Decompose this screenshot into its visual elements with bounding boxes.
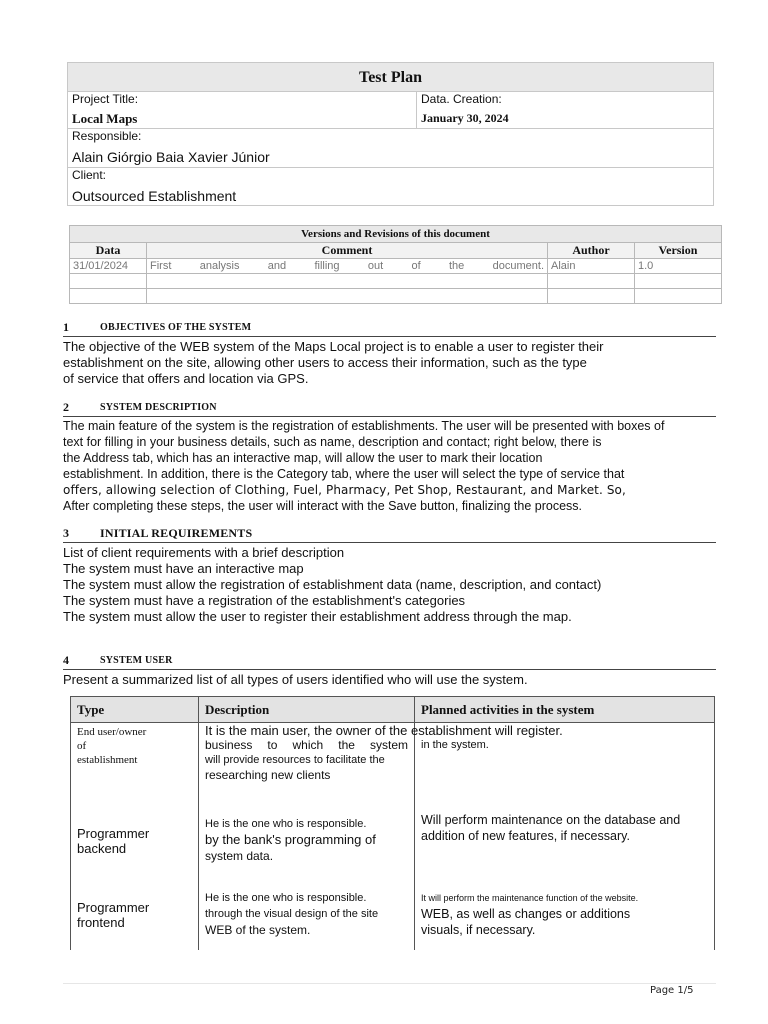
text-line: establishment. In addition, there is the Category tab, where the user will select the type of service that	[63, 467, 625, 481]
section-title: SYSTEM USER	[100, 655, 173, 666]
section-number: 1	[63, 320, 69, 334]
section-heading-system-user	[63, 653, 716, 670]
empty-cell	[548, 274, 635, 289]
column-header: Comment	[147, 243, 548, 259]
version-number: 1.0	[635, 259, 722, 274]
empty-cell	[147, 289, 548, 304]
text-line: It will perform the maintenance function of the website.	[421, 892, 639, 903]
requirements-list	[63, 545, 601, 625]
creation-date-label: Data. Creation:	[421, 92, 502, 106]
section-title: INITIAL REQUIREMENTS	[100, 526, 253, 540]
footer-divider	[63, 983, 716, 984]
user-description	[199, 723, 415, 808]
user-type	[71, 808, 199, 890]
text-line: text for filling in your business details, such as name, description and contact; right below, there is	[63, 435, 602, 449]
text-line: addition of new features, if necessary.	[421, 828, 630, 843]
version-author: Alain	[548, 259, 635, 274]
text-line: by the bank's programming of	[205, 831, 376, 847]
text-line: establishment	[77, 754, 138, 766]
user-activities	[415, 890, 715, 950]
column-header: Data	[70, 243, 147, 259]
section-number: 3	[63, 526, 69, 540]
text-line: He is the one who is responsible.	[205, 891, 367, 904]
version-date: 31/01/2024	[70, 259, 147, 274]
empty-cell	[70, 274, 147, 289]
versions-table	[69, 225, 722, 304]
page-number: Page 1/5	[650, 985, 694, 996]
column-header: Type	[71, 697, 199, 723]
section-heading-objectives	[63, 320, 716, 337]
text-line: of service that offers and location via GPS.	[63, 371, 309, 386]
list-item: List of client requirements with a brief description	[63, 545, 345, 560]
text-line: He is the one who is responsible.	[205, 817, 367, 830]
table-row	[70, 274, 722, 289]
description-paragraph	[63, 418, 664, 514]
project-row	[68, 91, 713, 129]
text-line: WEB, as well as changes or additions	[421, 906, 631, 921]
empty-cell	[70, 289, 147, 304]
empty-cell	[548, 289, 635, 304]
text-line: of	[77, 740, 87, 752]
document-header	[67, 62, 714, 206]
text-line: frontend	[77, 914, 125, 930]
project-title-value: Local Maps	[72, 111, 138, 126]
empty-cell	[147, 274, 548, 289]
text-line: End user/owner	[77, 726, 147, 738]
responsible-row	[68, 129, 713, 168]
text-line: The objective of the WEB system of the Maps Local project is to enable a user to register their	[63, 339, 604, 354]
client-value: Outsourced Establishment	[72, 188, 237, 204]
versions-caption: Versions and Revisions of this document	[70, 226, 722, 243]
text-line: After completing these steps, the user will interact with the Save button, finalizing the process.	[63, 499, 583, 513]
empty-cell	[635, 274, 722, 289]
text-line: business to which the system	[205, 738, 408, 752]
text-line: researching new clients	[205, 768, 331, 782]
text-line: through the visual design of the site	[205, 907, 379, 920]
client-row	[68, 168, 713, 206]
user-activities	[415, 808, 715, 890]
text-line: system data.	[205, 848, 274, 863]
system-users-table	[70, 696, 715, 950]
table-row	[71, 723, 715, 808]
text-line: Programmer	[77, 899, 150, 915]
column-header: Version	[635, 243, 722, 259]
text-line: establishment will register.	[411, 723, 563, 738]
text-line: The main feature of the system is the registration of establishments. The user will be presented with boxes of	[63, 419, 665, 433]
list-item: The system must allow the registration of establishment data (name, description, and contact)	[63, 577, 602, 592]
table-row	[70, 259, 722, 274]
text-line: in the system.	[421, 739, 489, 751]
column-header: Author	[548, 243, 635, 259]
text-line: backend	[77, 840, 127, 856]
creation-date-value: January 30, 2024	[421, 111, 509, 125]
text-line: will provide resources to facilitate the	[205, 754, 385, 766]
text-line: Present a summarized list of all types of users identified who will use the system.	[63, 672, 528, 687]
user-description	[199, 808, 415, 890]
table-row	[71, 890, 715, 950]
text-line: Will perform maintenance on the database and	[421, 812, 681, 827]
project-title-label: Project Title:	[72, 92, 139, 106]
table-row	[71, 808, 715, 890]
list-item: The system must have an interactive map	[63, 561, 304, 576]
user-description	[199, 890, 415, 950]
column-header: Planned activities in the system	[415, 697, 715, 723]
client-label: Client:	[72, 168, 107, 182]
divider	[416, 91, 417, 128]
section-heading-requirements	[63, 526, 716, 543]
text-line: visuals, if necessary.	[421, 922, 536, 937]
document-title: Test Plan	[68, 63, 713, 92]
user-type	[71, 723, 199, 808]
section-title: SYSTEM DESCRIPTION	[100, 402, 217, 413]
table-row	[70, 289, 722, 304]
section-number: 2	[63, 400, 69, 414]
objectives-paragraph	[63, 339, 603, 387]
responsible-label: Responsible:	[72, 129, 142, 143]
system-user-intro	[63, 672, 528, 688]
responsible-value: Alain Giórgio Baia Xavier Júnior	[72, 149, 270, 165]
version-comment: First analysis and filling out of the document.	[147, 259, 548, 274]
column-header: Description	[199, 697, 415, 723]
section-heading-description	[63, 400, 716, 417]
list-item: The system must allow the user to register their establishment address through the map.	[63, 609, 572, 624]
text-line: Programmer	[77, 825, 150, 841]
text-line: WEB of the system.	[205, 922, 311, 937]
section-title: OBJECTIVES OF THE SYSTEM	[100, 322, 252, 333]
text-line: offers, allowing selection of Clothing, Fuel, Pharmacy, Pet Shop, Restaurant, and Market. So,	[63, 483, 626, 497]
empty-cell	[635, 289, 722, 304]
user-type	[71, 890, 199, 950]
section-number: 4	[63, 653, 69, 667]
text-line: the Address tab, which has an interactive map, will allow the user to mark their location	[63, 451, 543, 465]
user-activities	[411, 723, 715, 808]
text-line: establishment on the site, allowing other users to access their information, such as the type	[63, 355, 587, 370]
list-item: The system must have a registration of the establishment's categories	[63, 593, 466, 608]
text-line: It is the main user, the owner of the	[205, 723, 408, 738]
